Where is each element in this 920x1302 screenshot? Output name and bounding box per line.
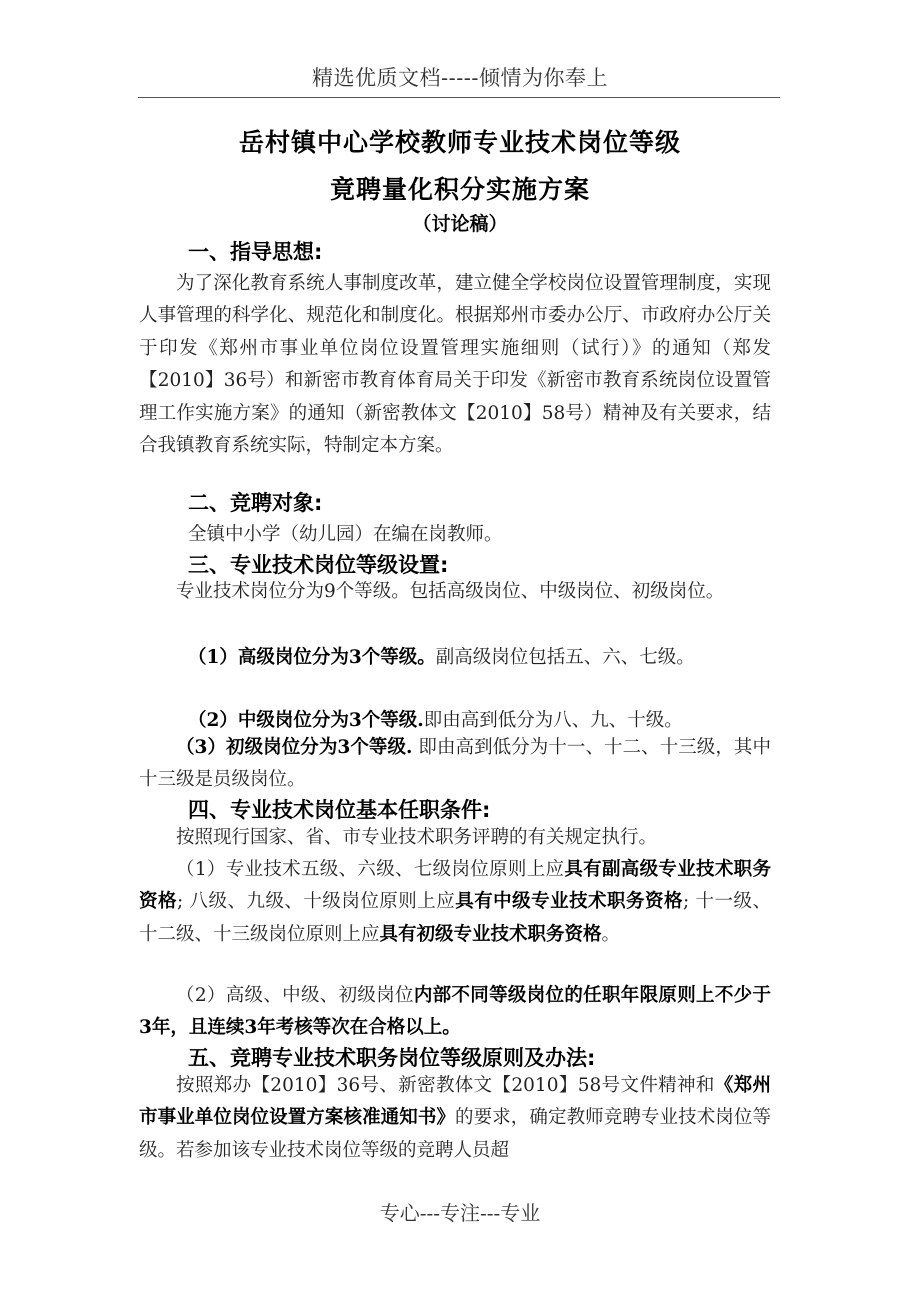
post-level-item-senior-text: 副高级岗位包括五、六、七级。 xyxy=(435,647,695,668)
post-level-item-intermediate-bold: （2）中级岗位分为3个等级. xyxy=(188,710,424,731)
post-level-item-senior xyxy=(188,643,695,669)
header-rule xyxy=(138,97,780,98)
qualification-item-1-text-c: ; 十一级、十二级、十三级岗位原则上应 xyxy=(139,891,771,945)
qualification-item-1 xyxy=(139,854,771,951)
qualification-item-2-bold: 内部不同等级岗位的任职年限原则上不少于3年，且连续3年考核等次在合格以上。 xyxy=(139,985,771,1039)
paragraph-principles-text-a: 按照郑办【2010】36号、新密教体文【2010】58号文件精神和 xyxy=(176,1075,715,1096)
section-heading-guiding-ideology: 一、指导思想: xyxy=(188,240,323,264)
paragraph-post-levels: 专业技术岗位分为9个等级。包括高级岗位、中级岗位、初级岗位。 xyxy=(176,581,725,602)
qualification-item-1-text-a: （1）专业技术五级、六级、七级岗位原则上应 xyxy=(176,859,565,880)
section-heading-principles: 五、竞聘专业技术职务岗位等级原则及办法: xyxy=(188,1046,596,1070)
section-heading-qualifications: 四、专业技术岗位基本任职条件: xyxy=(188,798,491,822)
document-subtitle: （讨论稿） xyxy=(412,213,508,235)
paragraph-qualifications: 按照现行国家、省、市专业技术职务评聘的有关规定执行。 xyxy=(176,827,658,848)
paragraph-principles xyxy=(139,1070,771,1167)
document-title-line2: 竟聘量化积分实施方案 xyxy=(329,175,590,204)
qualification-item-1-text-d: 。 xyxy=(601,923,621,945)
qualification-item-2-text: （2）高级、中级、初级岗位 xyxy=(176,985,414,1006)
paragraph-principles-text-b: 的要求，确定教师竞聘专业技术岗位等级。若参加该专业技术岗位等级的竞聘人员超 xyxy=(139,1107,771,1161)
post-level-item-intermediate-text: 即由高到低分为八、九、十级。 xyxy=(423,710,683,731)
post-level-item-senior-bold: （1）高级岗位分为3个等级。 xyxy=(188,647,436,668)
page-footer: 专心---专注---专业 xyxy=(379,1201,541,1225)
section-heading-candidates: 二、竞聘对象: xyxy=(188,491,323,515)
post-level-item-junior-text: 即由高到低分为十一、十二、十三级，其中十三级是员级岗位。 xyxy=(139,737,771,791)
qualification-item-1-bold-junior: 具有初级专业技术职务资格 xyxy=(379,923,602,945)
post-level-item-junior-bold: （3）初级岗位分为3个等级. xyxy=(176,737,413,758)
paragraph-guiding-ideology: 为了深化教育系统人事制度改革，建立健全学校岗位设置管理制度，实现人事管理的科学化、规范化和制度化。根据郑州市委办公厅、市政府办公厅关于印发《郑州市事业单位岗位设置管理实施细则（试行）》的通知（郑发【2010】36号）和新密市教育体育局关于印发《新密市教育系统岗位设置管理工作实施方案》的通知（新密教体文【2010】58号）精神及有关要求，结合我镇教育系统实际，特制定本方案。 xyxy=(139,273,771,457)
section-heading-post-levels: 三、专业技术岗位等级设置: xyxy=(188,553,449,577)
qualification-item-1-bold-intermediate: 具有中级专业技术职务资格 xyxy=(455,891,683,913)
document-title-line1: 岳村镇中心学校教师专业技术岗位等级 xyxy=(238,128,681,157)
qualification-item-1-bold-senior: 具有副高级专业技术职务资格 xyxy=(139,859,771,913)
post-level-item-intermediate xyxy=(188,706,683,732)
page-header: 精选优质文档-----倾情为你奉上 xyxy=(312,66,608,90)
qualification-item-2 xyxy=(139,980,771,1045)
post-level-item-junior xyxy=(139,732,771,797)
paragraph-principles-bold: 《郑州市事业单位岗位设置方案核准通知书》 xyxy=(139,1075,771,1129)
paragraph-candidates: 全镇中小学（幼儿园）在编在岗教师。 xyxy=(188,524,503,545)
qualification-item-1-text-b: ; 八级、九级、十级岗位原则上应 xyxy=(176,891,456,913)
